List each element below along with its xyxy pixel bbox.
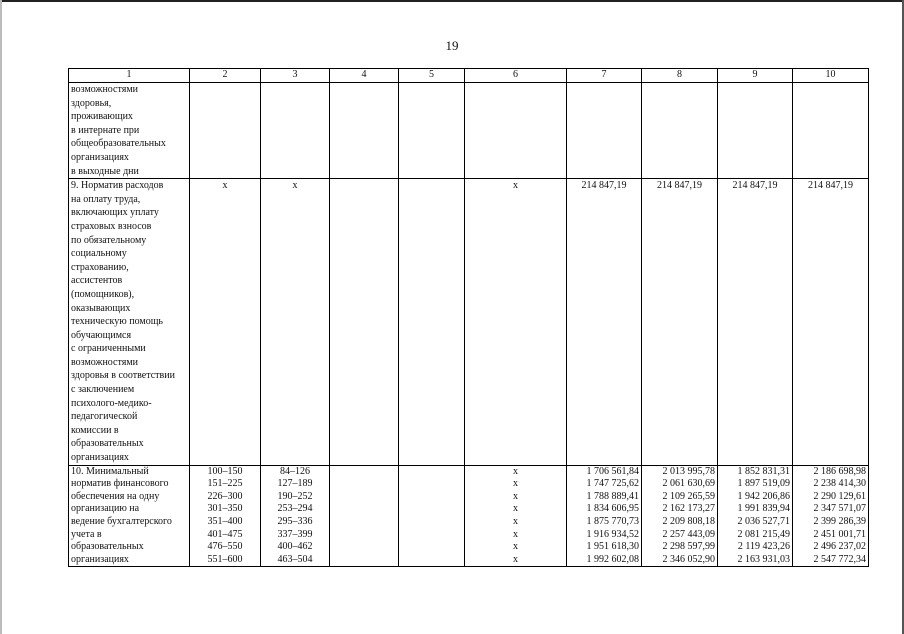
desc-line: психолого-медико-	[71, 397, 152, 409]
header-cell: 6	[465, 69, 567, 83]
empty-cell	[330, 503, 399, 516]
desc-line: образовательных	[71, 541, 144, 553]
row-9-col7: 214 847,19	[567, 179, 642, 465]
header-cell: 8	[642, 69, 718, 83]
scan-edge-left	[0, 0, 2, 634]
empty-cell	[399, 478, 465, 491]
empty-cell	[330, 83, 399, 179]
row-10-description	[69, 465, 190, 567]
desc-line: организациях	[71, 553, 129, 565]
band-range-col3: 84–126	[261, 465, 330, 478]
band-col9: 1 991 839,94	[718, 503, 793, 516]
band-range-col3: 400–462	[261, 541, 330, 554]
empty-cell	[330, 465, 399, 478]
empty-cell	[330, 541, 399, 554]
band-range-col2: 351–400	[190, 516, 261, 529]
header-cell: 3	[261, 69, 330, 83]
band-col6: х	[465, 541, 567, 554]
band-col6: х	[465, 516, 567, 529]
band-col6: х	[465, 554, 567, 567]
row-9-col8: 214 847,19	[642, 179, 718, 465]
row-9-col6: х	[465, 179, 567, 465]
desc-line: в выходные дни	[71, 165, 139, 177]
desc-line: здоровья,	[71, 97, 112, 109]
band-col8: 2 209 808,18	[642, 516, 718, 529]
desc-line: страхованию,	[71, 261, 129, 273]
band-col7: 1 834 606,95	[567, 503, 642, 516]
empty-cell	[399, 491, 465, 504]
band-col6: х	[465, 465, 567, 478]
band-range-col2: 301–350	[190, 503, 261, 516]
band-range-col2: 226–300	[190, 491, 261, 504]
band-col7: 1 951 618,30	[567, 541, 642, 554]
header-cell: 7	[567, 69, 642, 83]
row-10-band	[69, 465, 869, 478]
desc-line: обеспечения на одну	[71, 490, 160, 502]
header-cell: 9	[718, 69, 793, 83]
band-col7: 1 992 602,08	[567, 554, 642, 567]
desc-line: на оплату труда,	[71, 193, 141, 205]
scan-edge-top	[0, 0, 904, 2]
desc-line: ведение бухгалтерского	[71, 516, 172, 527]
band-col9: 1 942 206,86	[718, 491, 793, 504]
empty-cell	[399, 83, 465, 179]
band-col7: 1 875 770,73	[567, 516, 642, 529]
row-9-col5	[399, 179, 465, 465]
empty-cell	[399, 541, 465, 554]
row-9-col10: 214 847,19	[793, 179, 869, 465]
band-col7: 1 916 934,52	[567, 529, 642, 542]
band-col8: 2 162 173,27	[642, 503, 718, 516]
empty-cell	[399, 529, 465, 542]
band-col8: 2 061 630,69	[642, 478, 718, 491]
band-col9: 1 897 519,09	[718, 478, 793, 491]
row-9-col4	[330, 179, 399, 465]
empty-cell	[330, 491, 399, 504]
continuation-row	[69, 83, 869, 179]
empty-cell	[567, 83, 642, 179]
desc-line: образовательных	[71, 438, 144, 450]
band-range-col2: 476–550	[190, 541, 261, 554]
desc-line: 10. Минимальный	[71, 465, 149, 477]
continuation-description	[69, 83, 190, 179]
empty-cell	[718, 83, 793, 179]
row-9-col9: 214 847,19	[718, 179, 793, 465]
empty-cell	[330, 516, 399, 529]
band-col8: 2 109 265,59	[642, 491, 718, 504]
band-col6: х	[465, 478, 567, 491]
band-col8: 2 257 443,09	[642, 529, 718, 542]
desc-line: возможностями	[71, 84, 139, 95]
header-cell: 1	[69, 69, 190, 83]
desc-line: ассистентов	[71, 275, 123, 287]
band-col10: 2 186 698,98	[793, 465, 869, 478]
empty-cell	[642, 83, 718, 179]
band-col10: 2 547 772,34	[793, 554, 869, 567]
empty-cell	[399, 465, 465, 478]
desc-line: здоровья в соответствии	[71, 370, 175, 382]
desc-line: в интернате при	[71, 124, 140, 136]
empty-cell	[261, 83, 330, 179]
band-col6: х	[465, 503, 567, 516]
band-range-col2: 151–225	[190, 478, 261, 491]
empty-cell	[465, 83, 567, 179]
empty-cell	[793, 83, 869, 179]
band-col7: 1 747 725,62	[567, 478, 642, 491]
desc-line: комиссии в	[71, 424, 119, 436]
empty-cell	[330, 478, 399, 491]
band-col9: 2 119 423,26	[718, 541, 793, 554]
row-9-col2: х	[190, 179, 261, 465]
desc-line: норматив финансового	[71, 478, 169, 490]
header-cell: 5	[399, 69, 465, 83]
band-col10: 2 290 129,61	[793, 491, 869, 504]
band-col9: 1 852 831,31	[718, 465, 793, 478]
empty-cell	[190, 83, 261, 179]
desc-line: обучающимся	[71, 329, 132, 341]
band-range-col2: 401–475	[190, 529, 261, 542]
header-cell: 4	[330, 69, 399, 83]
band-col10: 2 496 237,02	[793, 541, 869, 554]
desc-line: техническую помощь	[71, 316, 163, 328]
band-range-col3: 253–294	[261, 503, 330, 516]
desc-line: педагогической	[71, 411, 138, 423]
empty-cell	[399, 554, 465, 567]
band-col10: 2 347 571,07	[793, 503, 869, 516]
row-9	[69, 179, 869, 465]
desc-line: оказывающих	[71, 302, 131, 314]
band-col9: 2 036 527,71	[718, 516, 793, 529]
desc-line: с ограниченными	[71, 343, 146, 355]
desc-line: социальному	[71, 248, 127, 260]
band-col9: 2 163 931,03	[718, 554, 793, 567]
desc-line: включающих уплату	[71, 207, 159, 219]
desc-line: с заключением	[71, 384, 135, 396]
band-col7: 1 788 889,41	[567, 491, 642, 504]
desc-line: общеобразовательных	[71, 138, 166, 150]
desc-line: 9. Норматив расходов	[71, 180, 164, 192]
band-col6: х	[465, 491, 567, 504]
band-col9: 2 081 215,49	[718, 529, 793, 542]
band-range-col3: 190–252	[261, 491, 330, 504]
band-col6: х	[465, 529, 567, 542]
empty-cell	[330, 554, 399, 567]
desc-line: возможностями	[71, 356, 139, 368]
empty-cell	[399, 516, 465, 529]
band-range-col3: 337–399	[261, 529, 330, 542]
page-number: 19	[445, 38, 459, 53]
band-col8: 2 346 052,90	[642, 554, 718, 567]
empty-cell	[399, 503, 465, 516]
band-range-col3: 295–336	[261, 516, 330, 529]
band-range-col2: 551–600	[190, 554, 261, 567]
band-col10: 2 238 414,30	[793, 478, 869, 491]
row-9-description	[69, 179, 190, 465]
desc-line: проживающих	[71, 111, 133, 123]
band-col7: 1 706 561,84	[567, 465, 642, 478]
desc-line: организациях	[71, 452, 129, 464]
band-col10: 2 399 286,39	[793, 516, 869, 529]
band-col8: 2 013 995,78	[642, 465, 718, 478]
band-col10: 2 451 001,71	[793, 529, 869, 542]
band-col8: 2 298 597,99	[642, 541, 718, 554]
row-9-col3: х	[261, 179, 330, 465]
desc-line: организациях	[71, 151, 129, 163]
desc-line: учета в	[71, 528, 102, 540]
band-range-col3: 127–189	[261, 478, 330, 491]
header-cell: 10	[793, 69, 869, 83]
desc-line: по обязательному	[71, 234, 147, 246]
band-range-col3: 463–504	[261, 554, 330, 567]
desc-line: страховых взносов	[71, 220, 152, 232]
normatives-table	[68, 68, 869, 567]
band-range-col2: 100–150	[190, 465, 261, 478]
header-cell: 2	[190, 69, 261, 83]
empty-cell	[330, 529, 399, 542]
header-row	[69, 69, 869, 83]
desc-line: организацию на	[71, 503, 140, 515]
desc-line: (помощников),	[71, 288, 135, 300]
